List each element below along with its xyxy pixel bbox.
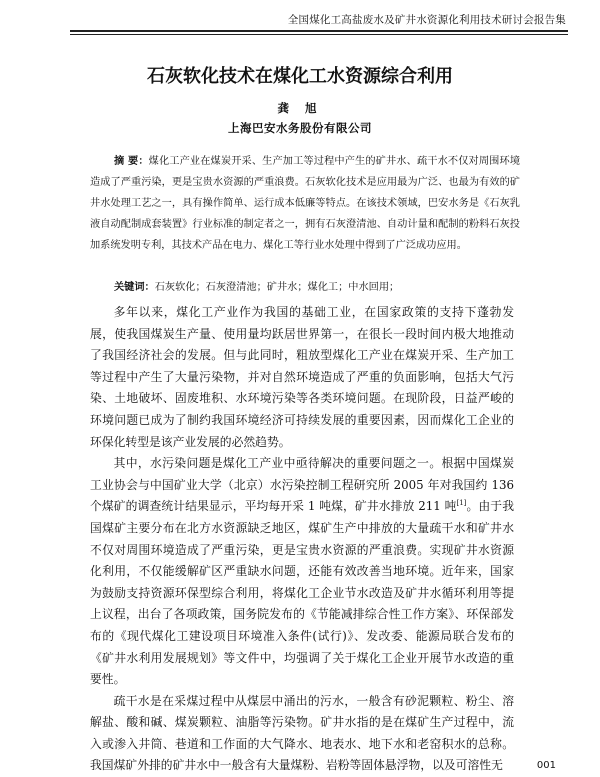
body-paragraph-2: [90, 453, 514, 691]
abstract-text: 煤化工产业在煤炭开采、生产加工等过程中产生的矿井水、疏干水不仅对周围环境造成了严重污染，更是宝贵水资源的严重浪费。石灰软化技术是应用最为广泛、也最为有效的矿井水处理工艺之一，具有操作简单、运行成本低廉等特点。在该技术领域，巴安水务是《石灰乳液自动配制成套装置》行业标准的制定者之一，拥有石灰澄清池、自动计量和配制的粉料石灰投加系统发明专利，其技术产品在电力、煤化工等行业水处理中得到了广泛成功应用。: [90, 156, 521, 251]
citation-ref: [1]: [456, 499, 467, 508]
body-paragraph-1: 多年以来，煤化工产业作为我国的基础工业，在国家政策的支持下蓬勃发展，使我国煤炭生产量、使用量均跃居世界第一，在很长一段时间内极大地推动了我国经济社会的发展。但与此同时，粗放型煤化工产业在煤炭开采、生产加工等过程中产生了大量污染物，并对自然环境造成了严重的负面影响，包括大气污染、土地破坏、固废堆积、水环境污染等各类环境问题。在现阶段，日益严峻的环境问题已成为了制约我国环境经济可持续发展的重要因素，因而煤化工企业的环保化转型是该产业发展的必然趋势。: [90, 305, 514, 449]
body-paragraph-2-part-2: 。由于我国煤矿主要分布在北方水资源缺乏地区，煤矿生产中排放的大量疏干水和矿井水不仅对周围环境造成了严重污染，更是宝贵水资源的严重浪费。实现矿井水资源化利用，不仅能缓解矿区严重缺水问题，还能有效改善当地环境。近年来，国家为鼓励支持资源环保型综合利用，将煤化工企业节水改造及矿井水循环利用等提上议程，出台了各项政策，国务院发布的《节能减排综合性工作方案》、环保部发布的《现代煤化工建设项目环境准入条件(试行)》、发改委、能源局联合发布的《矿井水利用发展规划》等文件中，均强调了关于煤化工企业开展节水改造的重要性。: [90, 499, 514, 687]
keywords-text: 石灰软化；石灰澄清池；矿井水；煤化工；中水回用；: [154, 282, 400, 293]
keywords: [114, 277, 524, 298]
abstract: [90, 151, 520, 256]
page-number: 001: [536, 760, 556, 771]
body-paragraph-3: 疏干水是在采煤过程中从煤层中涌出的污水，一般含有砂泥颗粒、粉尘、溶解盐、酸和碱、煤炭颗粒、油脂等污染物。矿井水指的是在煤矿生产过程中，流入或渗入井筒、巷道和工作面的大气降水、地表水、地下水和老窑积水的总称。我国煤矿外排的矿井水中一般含有大量煤粉、岩粉等固体悬浮物，以及可溶性无: [90, 693, 514, 773]
keywords-label: 关键词：: [114, 281, 155, 293]
body-paragraph-2-part-1: 其中，水污染问题是煤化工产业中亟待解决的重要问题之一。根据中国煤炭工业协会与中国矿业大学（北京）水污染控制工程研究所 2005 年对我国约 136 个煤矿的调查统计结果显示，平均每开采 1 吨煤，矿井水排放 211 吨: [90, 456, 514, 514]
abstract-label: 摘 要：: [114, 155, 149, 167]
running-header: 全国煤化工高盐废水及矿井水资源化利用技术研讨会报告集: [287, 14, 566, 26]
paper-title: 石灰软化技术在煤化工水资源综合利用: [147, 66, 453, 87]
body-text: [90, 302, 514, 777]
author-affiliation: 上海巴安水务股份有限公司: [228, 121, 372, 135]
author-name: 龚 旭: [277, 101, 323, 115]
header-rule-thin: [70, 34, 568, 35]
header-rule-thick: [70, 30, 568, 32]
